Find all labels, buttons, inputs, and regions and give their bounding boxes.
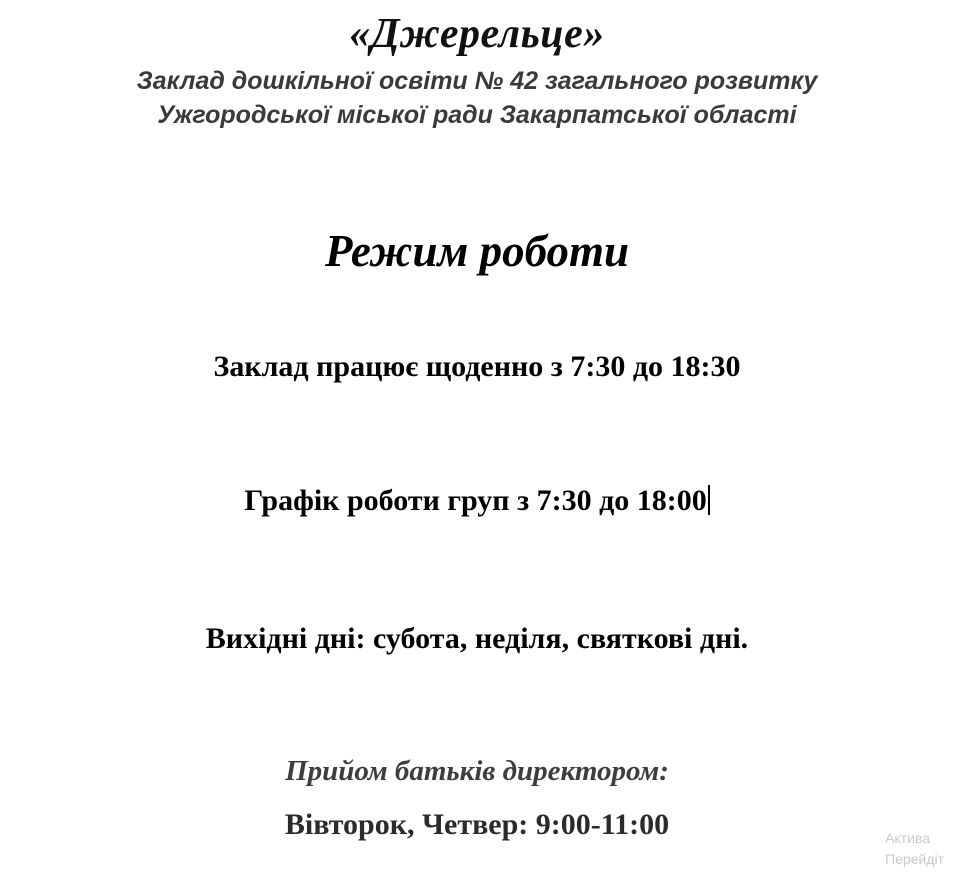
page-title: Режим роботи (324, 225, 630, 276)
schedule-line-days-off: Вихідні дні: субота, неділя, святкові дні. (205, 621, 749, 655)
organization-subtitle (0, 65, 954, 133)
schedule-line-opening-hours: Заклад працює щоденно з 7:30 до 18:30 (213, 349, 741, 383)
document-header (0, 0, 954, 133)
schedule-line-groups-hours-row (0, 483, 954, 519)
schedule-block (0, 349, 954, 657)
activation-watermark-line-2: Перейдіт (885, 850, 944, 867)
activation-watermark-line-1: Актива (885, 830, 930, 847)
reception-hours: Вівторок, Четвер: 9:00-11:00 (284, 807, 670, 841)
reception-block (0, 755, 954, 842)
organization-name: «Джерельце» (349, 11, 605, 57)
organization-subtitle-line-2: Ужгородської міської ради Закарпатської області (157, 101, 797, 130)
reception-title: Прийом батьків директором: (285, 754, 669, 787)
text-caret (708, 485, 710, 515)
activation-watermark (885, 828, 944, 869)
schedule-line-groups-hours: Графік роботи груп з 7:30 до 18:00 (244, 483, 707, 517)
organization-subtitle-line-1: Заклад дошкільної освіти № 42 загального розвитку (136, 67, 818, 96)
